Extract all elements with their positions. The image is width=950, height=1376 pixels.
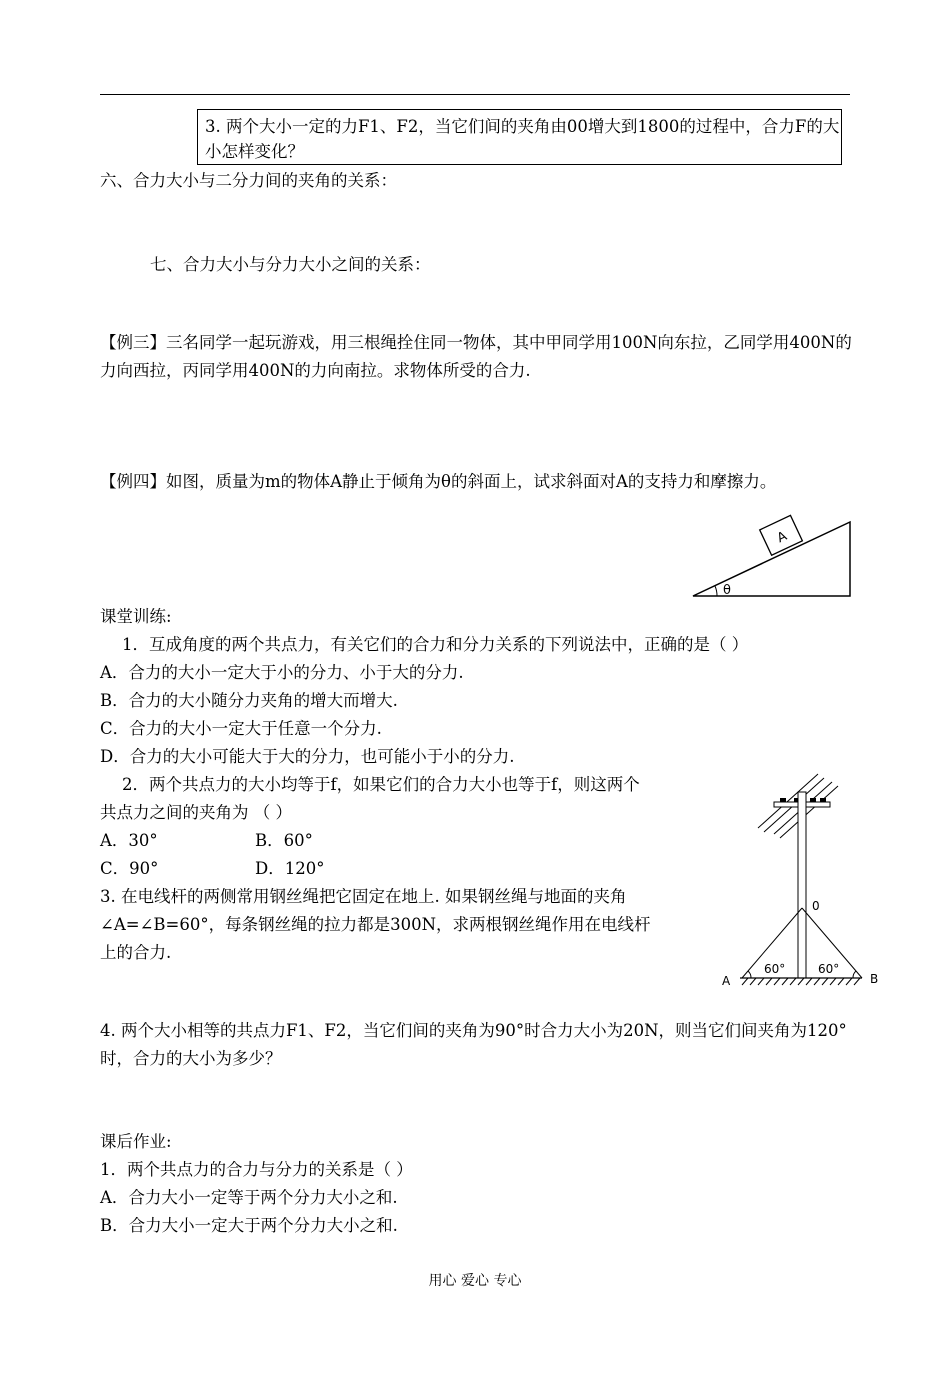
q2-option-a: A．30° [100,831,158,850]
block-a-label: A [774,528,790,547]
example-4: 【例四】如图，质量为m的物体A静止于倾角为θ的斜面上，试求斜面对A的支持力和摩擦力。 [100,472,777,491]
q2-stem-line2: 共点力之间的夹角为 （ ） [100,803,292,822]
section-6-heading: 六、合力大小与二分力间的夹角的关系： [100,171,397,190]
incline-figure [690,512,855,602]
pole-figure [712,770,882,995]
angle-arc [715,586,717,596]
homework-heading: 课后作业: [100,1132,172,1151]
insulator [780,798,786,802]
insulator [820,798,826,802]
hw1-option-b: B．合力大小一定大于两个分力大小之和. [100,1216,398,1235]
wire-line [780,786,838,838]
q3-line1: 3. 在电线杆的两侧常用钢丝绳把它固定在地上. 如果钢丝绳与地面的夹角 [100,887,627,906]
page-footer: 用心 爱心 专心 [428,1273,522,1289]
q2-option-c: C．90° [100,859,159,878]
label-a: A [722,974,731,988]
q3-line2: ∠A=∠B=60°，每条钢丝绳的拉力都是300N，求两根钢丝绳作用在电线杆 [100,915,651,934]
q1-option-a: A．合力的大小一定大于小的分力、小于大的分力. [100,663,464,682]
pole [798,792,806,978]
wire-line [758,774,818,828]
angle-right-label: 60° [818,962,840,976]
hw1-option-a: A．合力大小一定等于两个分力大小之和. [100,1188,398,1207]
q2-stem-line1: 2．两个共点力的大小均等于f，如果它们的合力大小也等于f，则这两个 [122,775,640,794]
q2-option-b: B．60° [255,831,313,850]
q3-line3: 上的合力. [100,943,172,962]
block-a [760,515,803,555]
angle-arc-right [853,971,856,978]
q1-stem: 1．互成角度的两个共点力，有关它们的合力和分力关系的下列说法中，正确的是（ ） [122,635,749,654]
insulator [810,798,816,802]
classroom-heading: 课堂训练: [100,607,172,626]
boxed-question: 3. 两个大小一定的力F1、F2，当它们间的夹角由00增大到1800的过程中，合力F的大小怎样变化？ [197,109,842,165]
q4: 4. 两个大小相等的共点力F1、F2，当它们间的夹角为90°时合力大小为20N，则当它们间夹角为120°时，合力的大小为多少？ [100,1021,847,1068]
header-rule [100,94,850,95]
section-7-heading: 七、合力大小与分力大小之间的关系： [150,255,431,274]
angle-left-label: 60° [764,962,786,976]
angle-theta-label: θ [723,583,731,598]
q1-option-b: B．合力的大小随分力夹角的增大而增大. [100,691,398,710]
angle-arc-left [748,971,751,978]
q1-option-d: D．合力的大小可能大于大的分力，也可能小于小的分力. [100,747,515,766]
example-3: 【例三】三名同学一起玩游戏，用三根绳拴住同一物体，其中甲同学用100N向东拉，乙同学用400N的力向西拉，丙同学用400N的力向南拉。求物体所受的合力. [100,333,852,380]
label-o: 0 [812,899,820,913]
ground-hatching [742,978,860,985]
q2-option-d: D．120° [255,859,325,878]
q1-option-c: C．合力的大小一定大于任意一个分力. [100,719,382,738]
label-b: B [870,972,879,986]
hw1-stem: 1．两个共点力的合力与分力的关系是（ ） [100,1160,413,1179]
